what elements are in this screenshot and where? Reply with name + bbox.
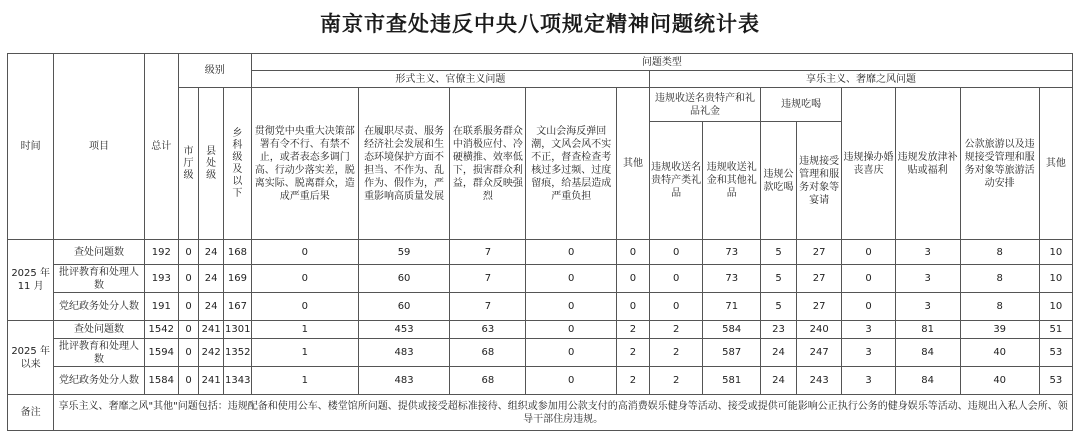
cell-value: 23 [761, 321, 797, 339]
cell-value: 241 [199, 367, 224, 395]
cell-value: 193 [144, 265, 178, 293]
cell-value: 581 [703, 367, 761, 395]
cell-value: 60 [358, 265, 450, 293]
cell-value: 2 [649, 367, 702, 395]
cell-value: 5 [761, 293, 797, 321]
cell-value: 584 [703, 321, 761, 339]
header-time: 时间 [8, 54, 54, 240]
header-dine-b: 违规接受管理和服务对象等宴请 [797, 122, 842, 240]
cell-value: 1 [251, 367, 358, 395]
cell-value: 2 [617, 339, 650, 367]
table-row [8, 321, 1073, 339]
cell-value: 7 [450, 240, 526, 265]
cell-value: 8 [960, 293, 1039, 321]
header-total: 总计 [144, 54, 178, 240]
cell-value: 168 [224, 240, 252, 265]
cell-value: 0 [649, 265, 702, 293]
cell-value: 0 [649, 293, 702, 321]
cell-value: 169 [224, 265, 252, 293]
cell-value: 10 [1039, 293, 1072, 321]
cell-value: 242 [199, 339, 224, 367]
cell-value: 7 [450, 293, 526, 321]
cell-value: 0 [178, 265, 199, 293]
cell-value: 0 [178, 240, 199, 265]
cell-value: 0 [526, 321, 617, 339]
cell-value: 0 [617, 265, 650, 293]
row-item: 党纪政务处分人数 [54, 367, 145, 395]
cell-value: 68 [450, 339, 526, 367]
cell-value: 1 [251, 339, 358, 367]
header-gift-a: 违规收送名贵特产类礼品 [649, 122, 702, 240]
header-problem-type: 问题类型 [251, 54, 1072, 71]
row-item: 查处问题数 [54, 321, 145, 339]
cell-value: 2 [617, 321, 650, 339]
cell-value: 3 [895, 240, 960, 265]
statistics-table [7, 53, 1073, 431]
row-item: 批评教育和处理人数 [54, 339, 145, 367]
cell-value: 71 [703, 293, 761, 321]
cell-value: 241 [199, 321, 224, 339]
cell-value: 3 [842, 367, 895, 395]
cell-value: 39 [960, 321, 1039, 339]
cell-value: 10 [1039, 265, 1072, 293]
header-wedding: 违规操办婚丧喜庆 [842, 88, 895, 240]
cell-value: 1343 [224, 367, 252, 395]
cell-value: 0 [842, 293, 895, 321]
cell-value: 84 [895, 367, 960, 395]
cell-value: 73 [703, 265, 761, 293]
cell-value: 3 [842, 339, 895, 367]
header-subsidy: 违规发放津补贴或福利 [895, 88, 960, 240]
header-dine-a: 违规公款吃喝 [761, 122, 797, 240]
row-item: 党纪政务处分人数 [54, 293, 145, 321]
cell-value: 167 [224, 293, 252, 321]
cell-value: 0 [178, 293, 199, 321]
cell-value: 63 [450, 321, 526, 339]
cell-value: 0 [649, 240, 702, 265]
cell-value: 240 [797, 321, 842, 339]
cell-value: 3 [842, 321, 895, 339]
cell-value: 483 [358, 367, 450, 395]
row-item: 查处问题数 [54, 240, 145, 265]
cell-value: 2 [649, 339, 702, 367]
cell-value: 5 [761, 265, 797, 293]
cell-value: 68 [450, 367, 526, 395]
cell-value: 0 [251, 265, 358, 293]
cell-value: 24 [761, 339, 797, 367]
cell-value: 59 [358, 240, 450, 265]
cell-value: 27 [797, 293, 842, 321]
cell-value: 7 [450, 265, 526, 293]
header-gift-b: 违规收送礼金和其他礼品 [703, 122, 761, 240]
table-row [8, 293, 1073, 321]
cell-value: 40 [960, 367, 1039, 395]
cell-value: 247 [797, 339, 842, 367]
cell-value: 587 [703, 339, 761, 367]
header-formalism-other: 其他 [617, 88, 650, 240]
note-row [8, 395, 1073, 431]
cell-value: 24 [199, 293, 224, 321]
cell-value: 53 [1039, 367, 1072, 395]
header-hedonism-other: 其他 [1039, 88, 1072, 240]
row-item: 批评教育和处理人数 [54, 265, 145, 293]
table-row [8, 265, 1073, 293]
cell-value: 0 [526, 339, 617, 367]
header-level-town: 乡科级及以下 [224, 88, 252, 240]
header-level-city: 市厅级 [178, 88, 199, 240]
cell-value: 84 [895, 339, 960, 367]
note-text: 享乐主义、奢靡之风"其他"问题包括：违规配备和使用公车、楼堂馆所问题、提供或接受超标准接待、组织或参加用公款支付的高消费娱乐健身等活动、接受或提供可能影响公正执行公务的健身娱乐等活动、违规出入私人会所、领导干部住房违规。 [54, 395, 1073, 431]
cell-value: 1301 [224, 321, 252, 339]
period-label: 2025 年以来 [8, 321, 54, 395]
cell-value: 73 [703, 240, 761, 265]
cell-value: 1542 [144, 321, 178, 339]
cell-value: 0 [526, 293, 617, 321]
header-item: 项目 [54, 54, 145, 240]
cell-value: 24 [761, 367, 797, 395]
cell-value: 243 [797, 367, 842, 395]
cell-value: 2 [649, 321, 702, 339]
cell-value: 0 [526, 265, 617, 293]
cell-value: 0 [617, 240, 650, 265]
header-formalism-1: 贯彻党中央重大决策部署有令不行、有禁不止，或者表态多调门高、行动少落实差，脱离实际、脱离群众，造成严重后果 [251, 88, 358, 240]
cell-value: 1584 [144, 367, 178, 395]
cell-value: 24 [199, 265, 224, 293]
header-travel: 公款旅游以及违规接受管理和服务对象等旅游活动安排 [960, 88, 1039, 240]
cell-value: 51 [1039, 321, 1072, 339]
cell-value: 5 [761, 240, 797, 265]
period-label: 2025 年 11 月 [8, 240, 54, 321]
cell-value: 453 [358, 321, 450, 339]
table-row [8, 240, 1073, 265]
cell-value: 27 [797, 265, 842, 293]
cell-value: 24 [199, 240, 224, 265]
cell-value: 2 [617, 367, 650, 395]
cell-value: 0 [842, 265, 895, 293]
cell-value: 1 [251, 321, 358, 339]
cell-value: 1594 [144, 339, 178, 367]
cell-value: 27 [797, 240, 842, 265]
cell-value: 192 [144, 240, 178, 265]
note-label: 备注 [8, 395, 54, 431]
header-formalism-3: 在联系服务群众中消极应付、冷硬横推、效率低下，损害群众利益，群众反映强烈 [450, 88, 526, 240]
cell-value: 1352 [224, 339, 252, 367]
cell-value: 3 [895, 293, 960, 321]
cell-value: 3 [895, 265, 960, 293]
cell-value: 8 [960, 240, 1039, 265]
cell-value: 0 [526, 240, 617, 265]
cell-value: 0 [251, 240, 358, 265]
cell-value: 8 [960, 265, 1039, 293]
header-formalism-2: 在履职尽责、服务经济社会发展和生态环境保护方面不担当、不作为、乱作为、假作为，严重影响高质量发展 [358, 88, 450, 240]
cell-value: 10 [1039, 240, 1072, 265]
cell-value: 191 [144, 293, 178, 321]
cell-value: 0 [178, 321, 199, 339]
header-formalism: 形式主义、官僚主义问题 [251, 71, 649, 88]
cell-value: 53 [1039, 339, 1072, 367]
cell-value: 0 [526, 367, 617, 395]
cell-value: 81 [895, 321, 960, 339]
page-title: 南京市查处违反中央八项规定精神问题统计表 [320, 12, 760, 36]
cell-value: 483 [358, 339, 450, 367]
header-gift: 违规收送名贵特产和礼品礼金 [649, 88, 760, 122]
table-row [8, 367, 1073, 395]
cell-value: 0 [842, 240, 895, 265]
header-hedonism: 享乐主义、奢靡之风问题 [649, 71, 1072, 88]
cell-value: 0 [251, 293, 358, 321]
header-level: 级别 [178, 54, 251, 88]
cell-value: 0 [178, 367, 199, 395]
header-level-county: 县处级 [199, 88, 224, 240]
cell-value: 0 [617, 293, 650, 321]
cell-value: 60 [358, 293, 450, 321]
header-dine: 违规吃喝 [761, 88, 842, 122]
cell-value: 0 [178, 339, 199, 367]
table-row [8, 339, 1073, 367]
header-formalism-4: 文山会海反弹回潮，文风会风不实不正，督查检查考核过多过频、过度留痕，给基层造成严重负担 [526, 88, 617, 240]
cell-value: 40 [960, 339, 1039, 367]
